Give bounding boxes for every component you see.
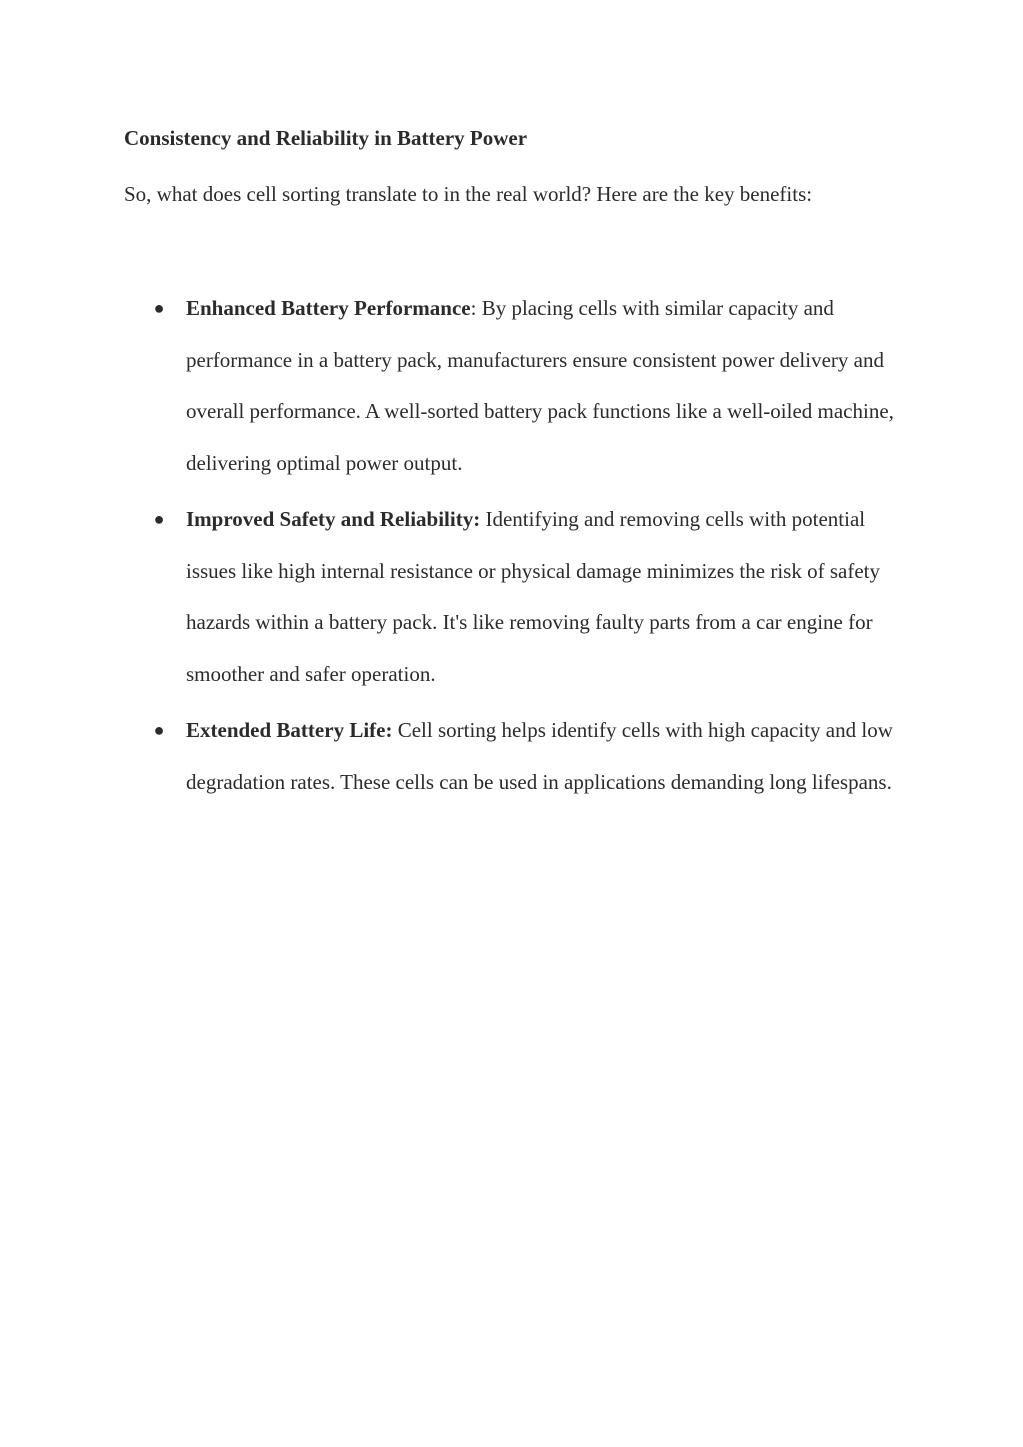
benefit-term: Enhanced Battery Performance xyxy=(186,296,471,320)
section-heading: Consistency and Reliability in Battery Power xyxy=(124,126,528,150)
benefit-term: Extended Battery Life: xyxy=(186,718,393,742)
bullet-icon: ● xyxy=(153,298,165,318)
benefit-text: By placing cells with similar capacity and performance in a battery pack, manufacturers ensure consistent power delivery and overall performance. A well-sorted battery pack functions like a well-oiled machine, delivering optimal power output. xyxy=(186,296,894,475)
intro-paragraph: So, what does cell sorting translate to in the real world? Here are the key benefits: xyxy=(124,182,813,206)
benefit-text: Identifying and removing cells with potential issues like high internal resistance or physical damage minimizes the risk of safety hazards within a battery pack. It's like removing faulty parts from a car engine for smoother and safer operation. xyxy=(186,507,880,686)
benefit-separator: : xyxy=(470,296,482,320)
bullet-icon: ● xyxy=(153,720,165,740)
benefit-text: Cell sorting helps identify cells with high capacity and low degradation rates. These cells can be used in applications demanding long lifespans. xyxy=(186,718,893,794)
benefit-term: Improved Safety and Reliability: xyxy=(186,507,481,531)
benefit-item-life xyxy=(153,705,916,808)
bullet-icon: ● xyxy=(153,509,165,529)
benefit-item-safety xyxy=(153,494,916,700)
benefit-item-performance xyxy=(153,283,916,489)
benefits-list xyxy=(153,283,916,813)
